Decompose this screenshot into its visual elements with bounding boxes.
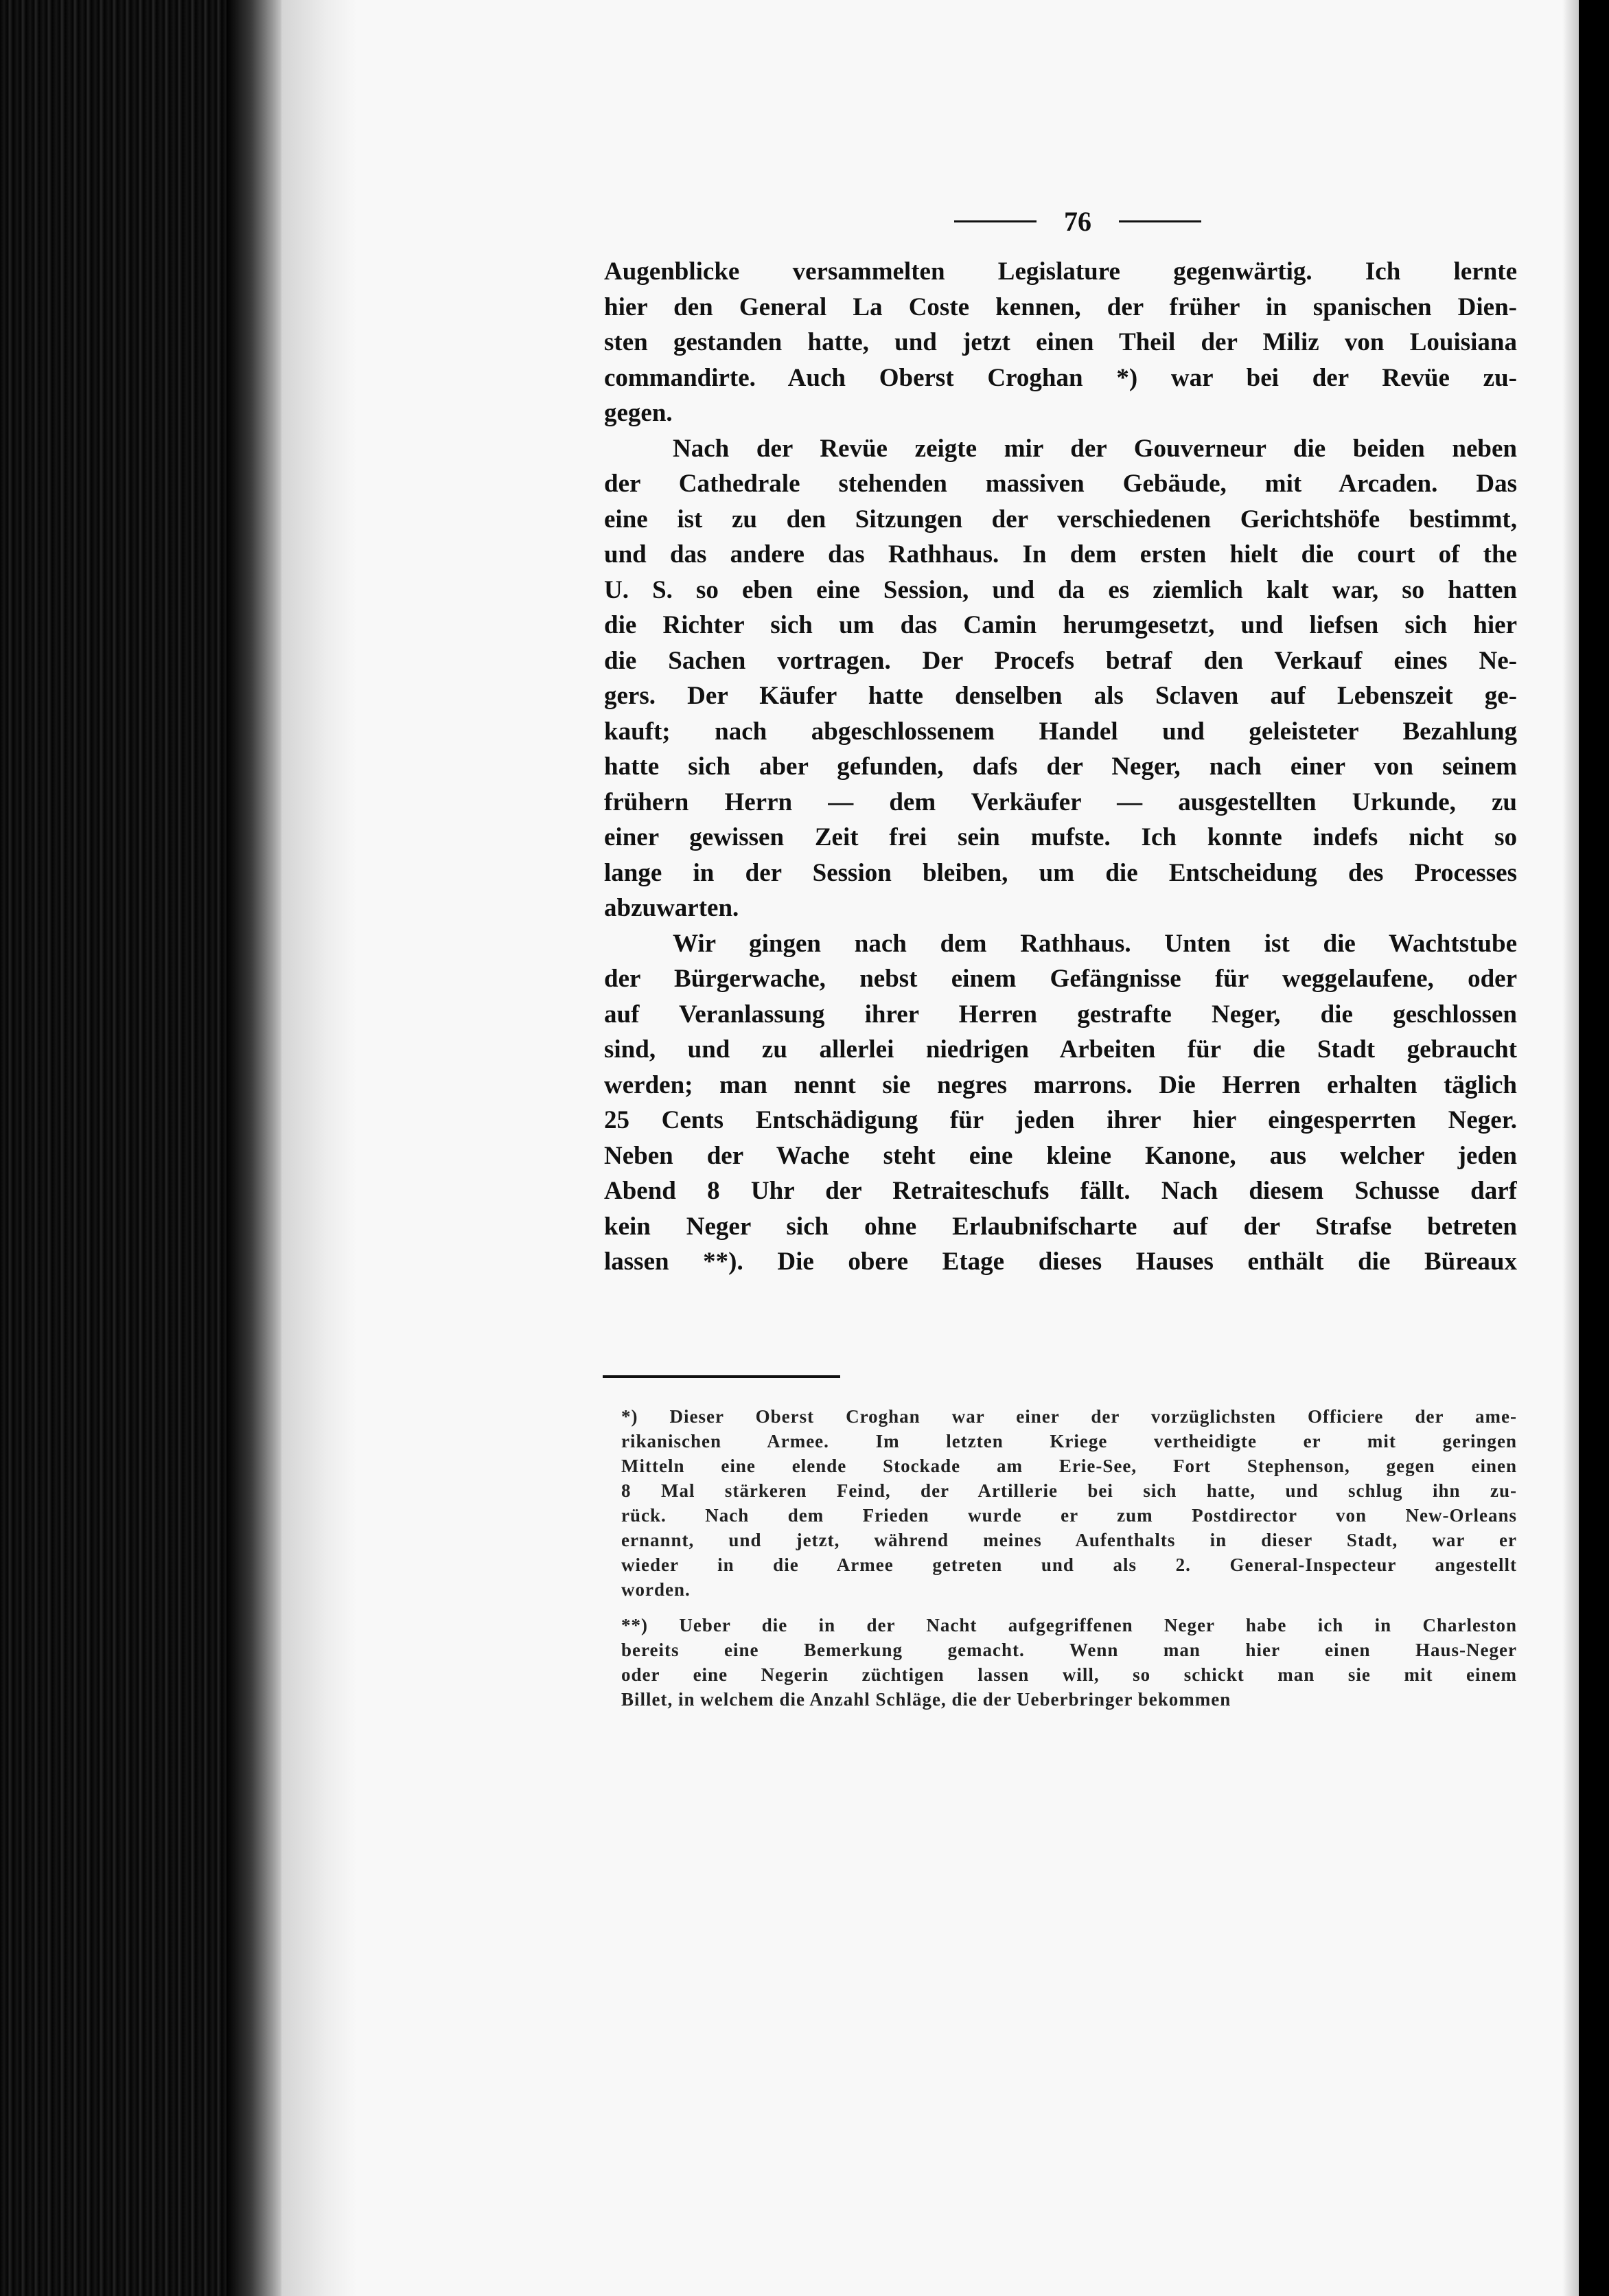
body-line: gers. Der Käufer hatte denselben als Sclaven auf Lebenszeit ge- bbox=[604, 682, 1517, 710]
body-line: U. S. so eben eine Session, und da es ziemlich kalt war, so hatten bbox=[604, 575, 1517, 604]
footnote-line: ernannt, und jetzt, während meines Aufenthalts in dieser Stadt, war er bbox=[621, 1530, 1517, 1550]
body-line: und das andere das Rathhaus. In dem ersten hielt die court of the bbox=[604, 540, 1517, 569]
footnotes bbox=[621, 1404, 1517, 1712]
footnote-line: Billet, in welchem die Anzahl Schläge, die der Ueberbringer bekommen bbox=[621, 1689, 1231, 1710]
body-line: frühern Herrn — dem Verkäufer — ausgestellten Urkunde, zu bbox=[604, 788, 1517, 816]
body-line: werden; man nennt sie negres marrons. Die Herren erhalten täglich bbox=[604, 1070, 1517, 1099]
body-line: lassen **). Die obere Etage dieses Hauses enthält die Büreaux bbox=[604, 1248, 1517, 1276]
footnote-line: oder eine Negerin züchtigen lassen will, so schickt man sie mit einem bbox=[621, 1664, 1517, 1685]
body-line: 25 Cents Entschädigung für jeden ihrer hier eingesperrten Neger. bbox=[604, 1106, 1517, 1134]
page-header bbox=[940, 200, 1215, 242]
body-line: die Richter sich um das Camin herumgesetzt, und liefsen sich hier bbox=[604, 611, 1517, 639]
footnote-line: *) Dieser Oberst Croghan war einer der vorzüglichsten Officiere der ame- bbox=[621, 1406, 1517, 1427]
body-line: Wir gingen nach dem Rathhaus. Unten ist die Wachtstube bbox=[673, 929, 1517, 958]
body-line: auf Veranlassung ihrer Herren gestrafte Neger, die geschlossen bbox=[604, 1000, 1517, 1029]
body-line: gegen. bbox=[604, 399, 673, 427]
body-text bbox=[604, 254, 1517, 1280]
page-binding-strip bbox=[281, 0, 357, 2296]
footnote-line: **) Ueber die in der Nacht aufgegriffenen Neger habe ich in Charleston bbox=[621, 1615, 1517, 1635]
footnote-line: worden. bbox=[621, 1579, 691, 1600]
body-line: eine ist zu den Sitzungen der verschiedenen Gerichtshöfe bestimmt, bbox=[604, 505, 1517, 533]
body-line: lange in der Session bleiben, um die Entscheidung des Processes bbox=[604, 858, 1517, 887]
body-line: Abend 8 Uhr der Retraiteschufs fällt. Nach diesem Schusse darf bbox=[604, 1177, 1517, 1205]
body-line: abzuwarten. bbox=[604, 894, 739, 922]
body-line: sind, und zu allerlei niedrigen Arbeiten für die Stadt gebraucht bbox=[604, 1035, 1517, 1064]
body-line: kein Neger sich ohne Erlaubnifscharte auf der Strafse betreten bbox=[604, 1212, 1517, 1241]
body-line: einer gewissen Zeit frei sein mufste. Ich konnte indefs nicht so bbox=[604, 823, 1517, 851]
body-line: der Bürgerwache, nebst einem Gefängnisse für weggelaufene, oder bbox=[604, 965, 1517, 993]
body-line: Nach der Revüe zeigte mir der Gouverneur die beiden neben bbox=[673, 434, 1517, 463]
body-line: kauft; nach abgeschlossenem Handel und geleisteter Bezahlung bbox=[604, 717, 1517, 746]
page-number: 76 bbox=[1064, 205, 1091, 237]
footnote-line: wieder in die Armee getreten und als 2. General-Inspecteur angestellt bbox=[621, 1554, 1517, 1575]
body-line: Neben der Wache steht eine kleine Kanone, aus welcher jeden bbox=[604, 1141, 1517, 1170]
header-rule-left bbox=[954, 220, 1037, 222]
body-line: hier den General La Coste kennen, der früher in spanischen Dien- bbox=[604, 292, 1517, 321]
body-line: commandirte. Auch Oberst Croghan *) war bei der Revüe zu- bbox=[604, 363, 1517, 392]
gutter-shadow bbox=[227, 0, 288, 2296]
body-line: der Cathedrale stehenden massiven Gebäude, mit Arcaden. Das bbox=[604, 470, 1517, 498]
body-line: hatte sich aber gefunden, dafs der Neger, nach einer von seinem bbox=[604, 753, 1517, 781]
footnote-line: rikanischen Armee. Im letzten Kriege vertheidigte er mit geringen bbox=[621, 1431, 1517, 1451]
body-line: die Sachen vortragen. Der Procefs betraf den Verkauf eines Ne- bbox=[604, 646, 1517, 675]
footnote-line: bereits eine Bemerkung gemacht. Wenn man hier einen Haus-Neger bbox=[621, 1640, 1517, 1660]
header-rule-right bbox=[1119, 220, 1201, 222]
footnote-line: 8 Mal stärkeren Feind, der Artillerie bei sich hatte, und schlug ihn zu- bbox=[621, 1480, 1517, 1501]
footnote-line: rück. Nach dem Frieden wurde er zum Postdirector von New-Orleans bbox=[621, 1505, 1517, 1526]
footnote-separator bbox=[603, 1375, 840, 1378]
footnote-line: Mitteln eine elende Stockade am Erie-See, Fort Stephenson, gegen einen bbox=[621, 1456, 1517, 1476]
body-line: Augenblicke versammelten Legislature gegenwärtig. Ich lernte bbox=[604, 257, 1517, 286]
scan-right-border bbox=[1579, 0, 1609, 2296]
body-line: sten gestanden hatte, und jetzt einen Theil der Miliz von Louisiana bbox=[604, 328, 1517, 356]
